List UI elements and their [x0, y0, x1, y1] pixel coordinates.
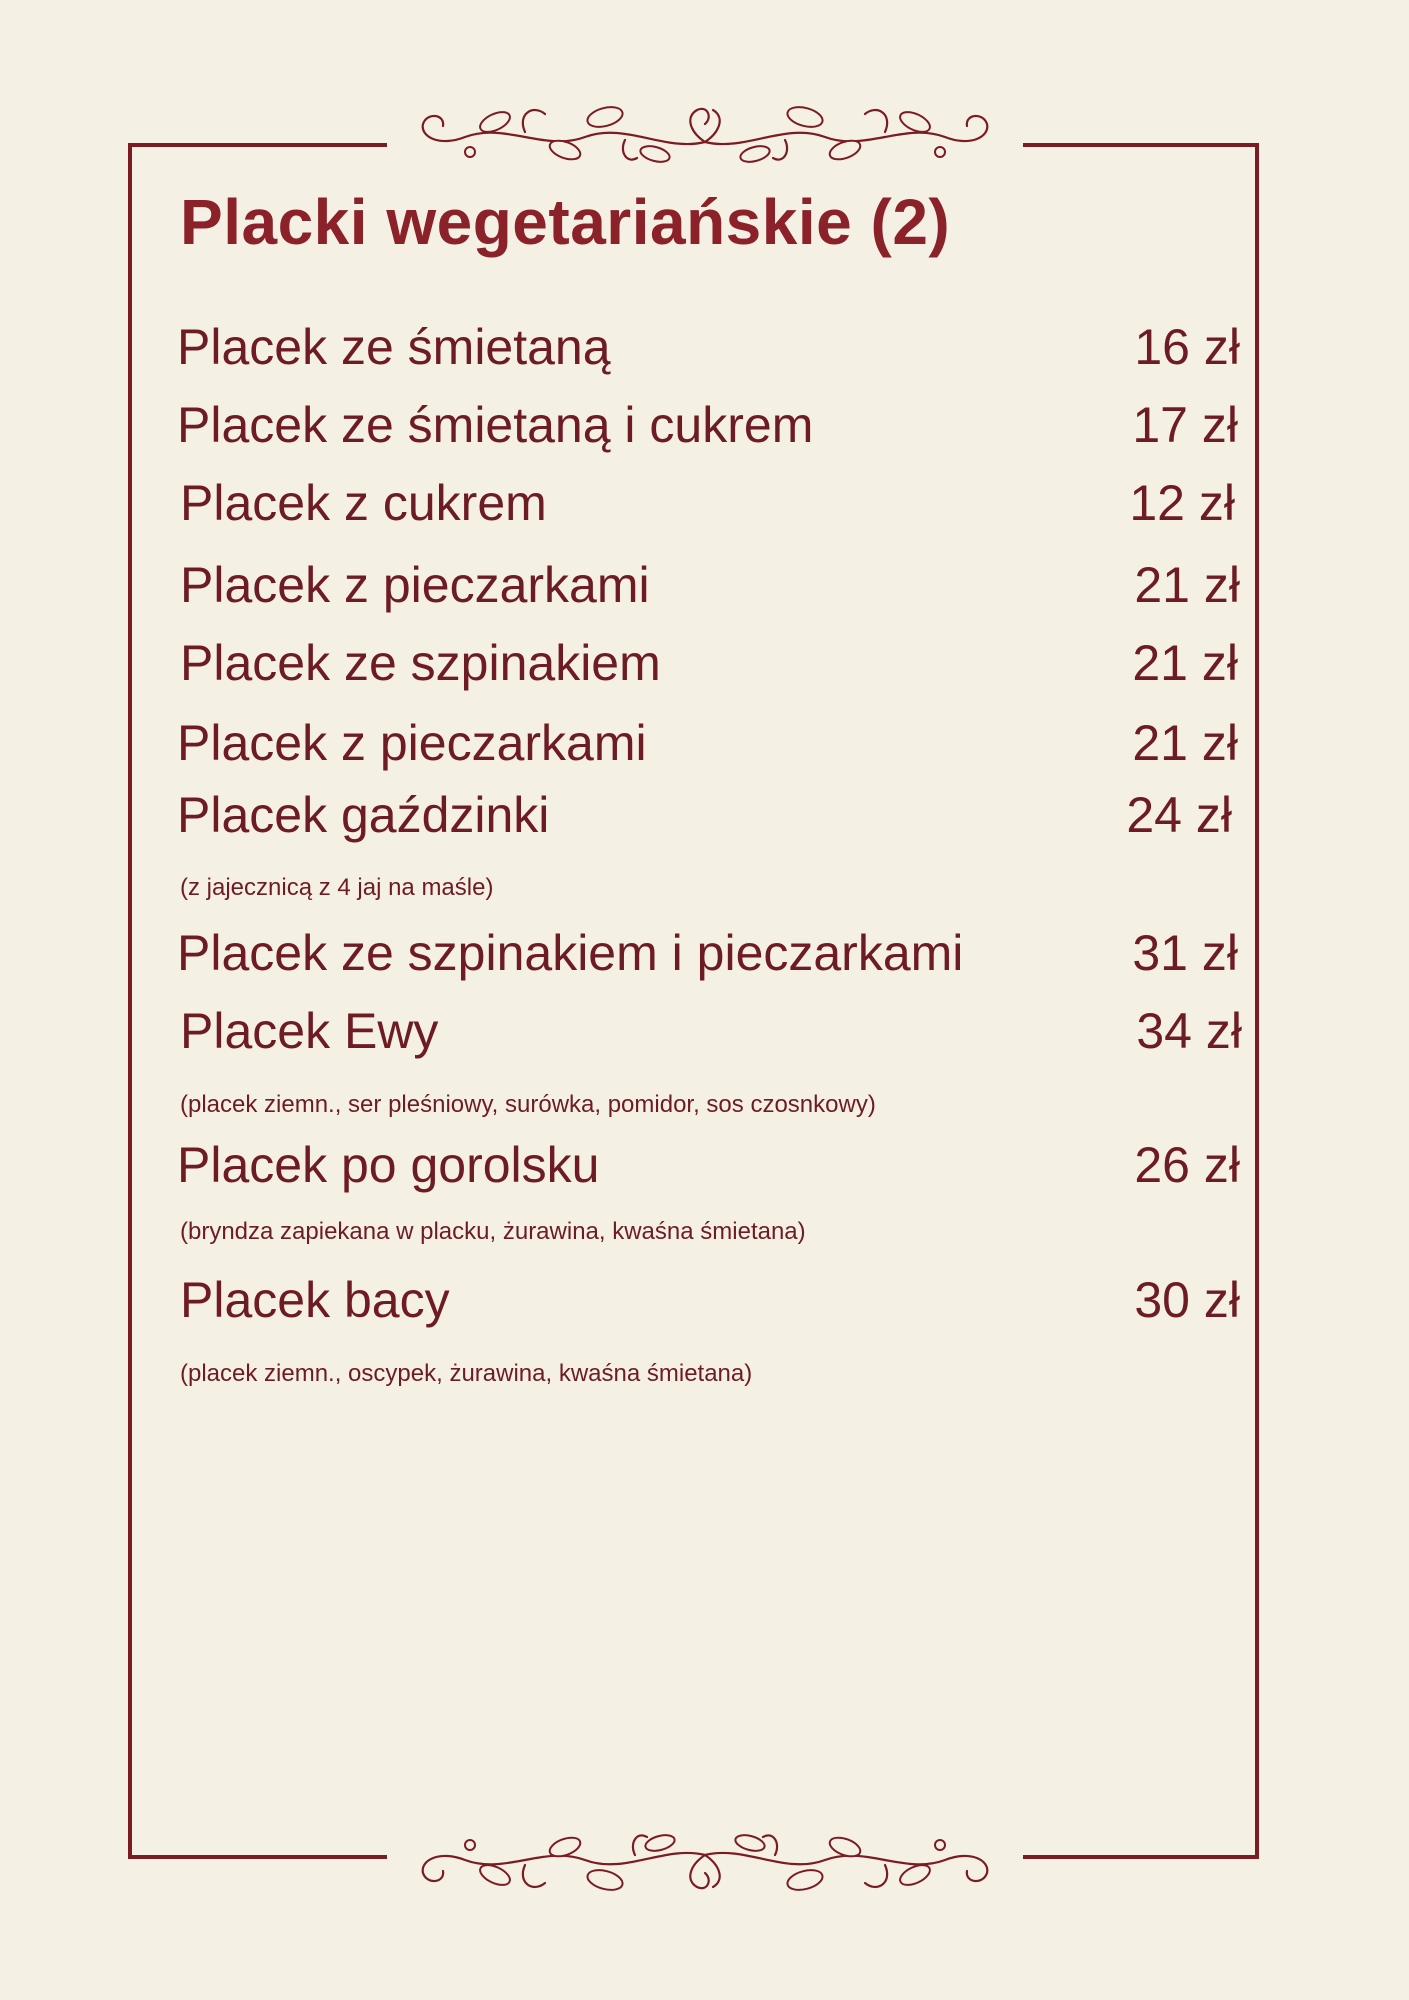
menu-item-note: (z jajecznicą z 4 jaj na maśle) — [180, 874, 494, 901]
menu-item-price: 24 zł — [1126, 787, 1232, 843]
menu-item-price: 12 zł — [1129, 475, 1235, 531]
page-title: Placki wegetariańskie (2) — [180, 186, 951, 258]
floral-ornament-bottom-icon — [405, 1815, 1005, 1905]
frame-left — [128, 143, 132, 1859]
menu-item-name: Placek ze śmietaną — [177, 319, 611, 375]
menu-item-price: 21 zł — [1134, 557, 1240, 613]
menu-item-name: Placek po gorolsku — [177, 1137, 600, 1193]
menu-item-price: 16 zł — [1134, 319, 1240, 375]
frame-right — [1255, 143, 1259, 1859]
menu-item-name: Placek gaździnki — [177, 787, 550, 843]
frame-bottom-right — [1023, 1855, 1259, 1859]
menu-item-price: 31 zł — [1132, 925, 1238, 981]
menu-item-price: 21 zł — [1132, 635, 1238, 691]
floral-ornament-top-icon — [405, 92, 1005, 182]
menu-item-name: Placek ze szpinakiem — [180, 635, 661, 691]
menu-item-price: 17 zł — [1132, 397, 1238, 453]
menu-item-name: Placek bacy — [180, 1272, 450, 1328]
menu-item-name: Placek ze szpinakiem i pieczarkami — [177, 925, 964, 981]
menu-item-name: Placek ze śmietaną i cukrem — [177, 397, 814, 453]
menu-item-note: (bryndza zapiekana w placku, żurawina, kwaśna śmietana) — [180, 1218, 806, 1245]
menu-item-name: Placek Ewy — [180, 1003, 439, 1059]
frame-bottom-left — [128, 1855, 387, 1859]
menu-item-name: Placek z pieczarkami — [180, 557, 650, 613]
menu-item-price: 30 zł — [1134, 1272, 1240, 1328]
frame-top-left — [128, 143, 387, 147]
menu-item-price: 26 zł — [1134, 1137, 1240, 1193]
menu-item-note: (placek ziemn., ser pleśniowy, surówka, pomidor, sos czosnkowy) — [180, 1091, 876, 1118]
menu-item-price: 21 zł — [1132, 715, 1238, 771]
menu-item-price: 34 zł — [1136, 1003, 1242, 1059]
menu-item-name: Placek z cukrem — [180, 475, 547, 531]
frame-top-right — [1023, 143, 1259, 147]
menu-item-name: Placek z pieczarkami — [177, 715, 647, 771]
menu-item-note: (placek ziemn., oscypek, żurawina, kwaśna śmietana) — [180, 1360, 753, 1387]
